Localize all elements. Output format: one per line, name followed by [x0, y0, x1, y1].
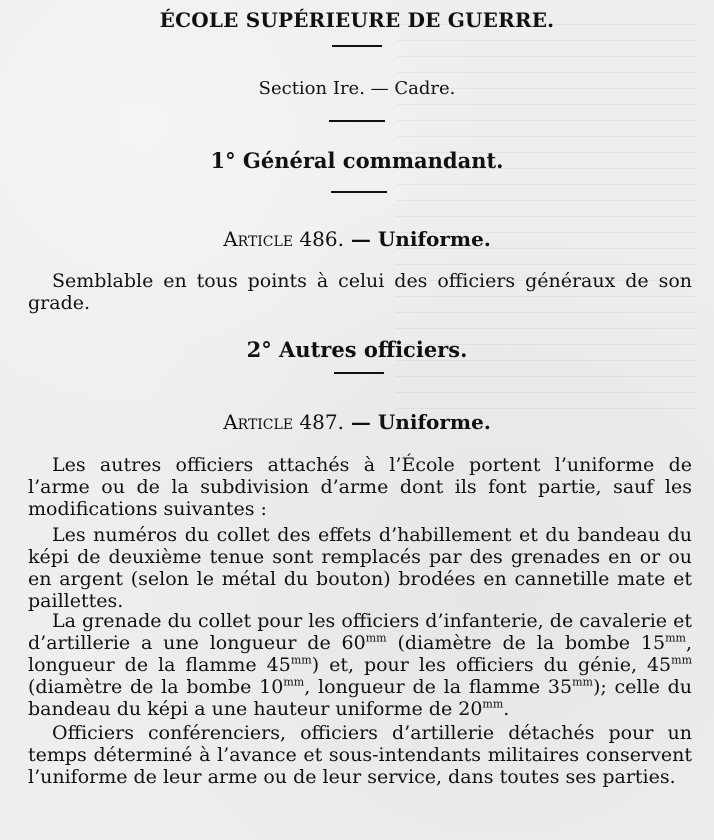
- article-487-prefix: Article 487.: [223, 410, 344, 434]
- grenade-text-4: ) et, pour les officiers du génie, 45: [311, 654, 672, 676]
- grenade-text-5: (diamètre de la bombe 10: [28, 676, 284, 698]
- grenade-text-1: La grenade du collet pour les officiers d’infanterie, de cavalerie et d’artillerie a une longueur de 60: [28, 610, 692, 654]
- article-486-title: — Uniforme.: [350, 227, 491, 251]
- section-rule: [329, 120, 385, 122]
- school-title: ÉCOLE SUPÉRIEURE DE GUERRE.: [159, 8, 555, 32]
- article-486-heading: [0, 227, 714, 251]
- general-commandant-heading: 1° Général commandant.: [210, 148, 504, 173]
- title-rule: [332, 45, 382, 47]
- grenade-text-7: ); celle du bandeau du képi a une hauteur uniforme de 20: [28, 676, 692, 720]
- heading-rule: [331, 191, 387, 193]
- grenade-mm-4: mm: [671, 653, 693, 667]
- grenade-mm-1: mm: [365, 631, 387, 645]
- paragraph-general: Semblable en tous points à celui des officiers généraux de son grade.: [28, 270, 692, 314]
- grenade-mm-5: mm: [283, 675, 305, 689]
- other-officers-rule: [334, 372, 384, 374]
- grenade-text-3: , longueur de la flamme 45: [28, 632, 692, 676]
- paragraph-collar-numbers: Les numéros du collet des effets d’habillement et du bandeau du képi de deuxième tenue sont remplacés par des grenades en or ou en argent (selon le métal du bouton) brodées en cannetille mate et paillettes.: [28, 524, 692, 612]
- grenade-mm-2: mm: [665, 631, 686, 645]
- paragraph-conference-officers: Officiers conférenciers, officiers d’artillerie détachés pour un temps déterminé à l’avance et sous-intendants militaires conservent l’uniforme de leur arme ou de leur service, dans toutes ses parties.: [28, 722, 692, 788]
- paragraph-grenade-dimensions: [28, 610, 692, 720]
- article-486-prefix: Article 486.: [223, 227, 344, 251]
- grenade-text-2: (diamètre de la bombe 15: [386, 632, 666, 654]
- other-officers-heading: 2° Autres officiers.: [246, 337, 468, 362]
- grenade-mm-6: mm: [572, 675, 593, 689]
- grenade-mm-7: mm: [482, 697, 504, 711]
- article-487-heading: [0, 410, 714, 434]
- section-title: Section Ire. — Cadre.: [258, 78, 456, 99]
- article-487-title: — Uniforme.: [350, 410, 491, 434]
- grenade-mm-3: mm: [290, 653, 312, 667]
- grenade-text-8: .: [503, 698, 510, 720]
- paragraph-other-officers: Les autres officiers attachés à l’École portent l’uniforme de l’arme ou de la subdivision d’arme dont ils font partie, sauf les modifications suivantes :: [28, 454, 692, 520]
- grenade-text-6: , longueur de la flamme 35: [304, 676, 573, 698]
